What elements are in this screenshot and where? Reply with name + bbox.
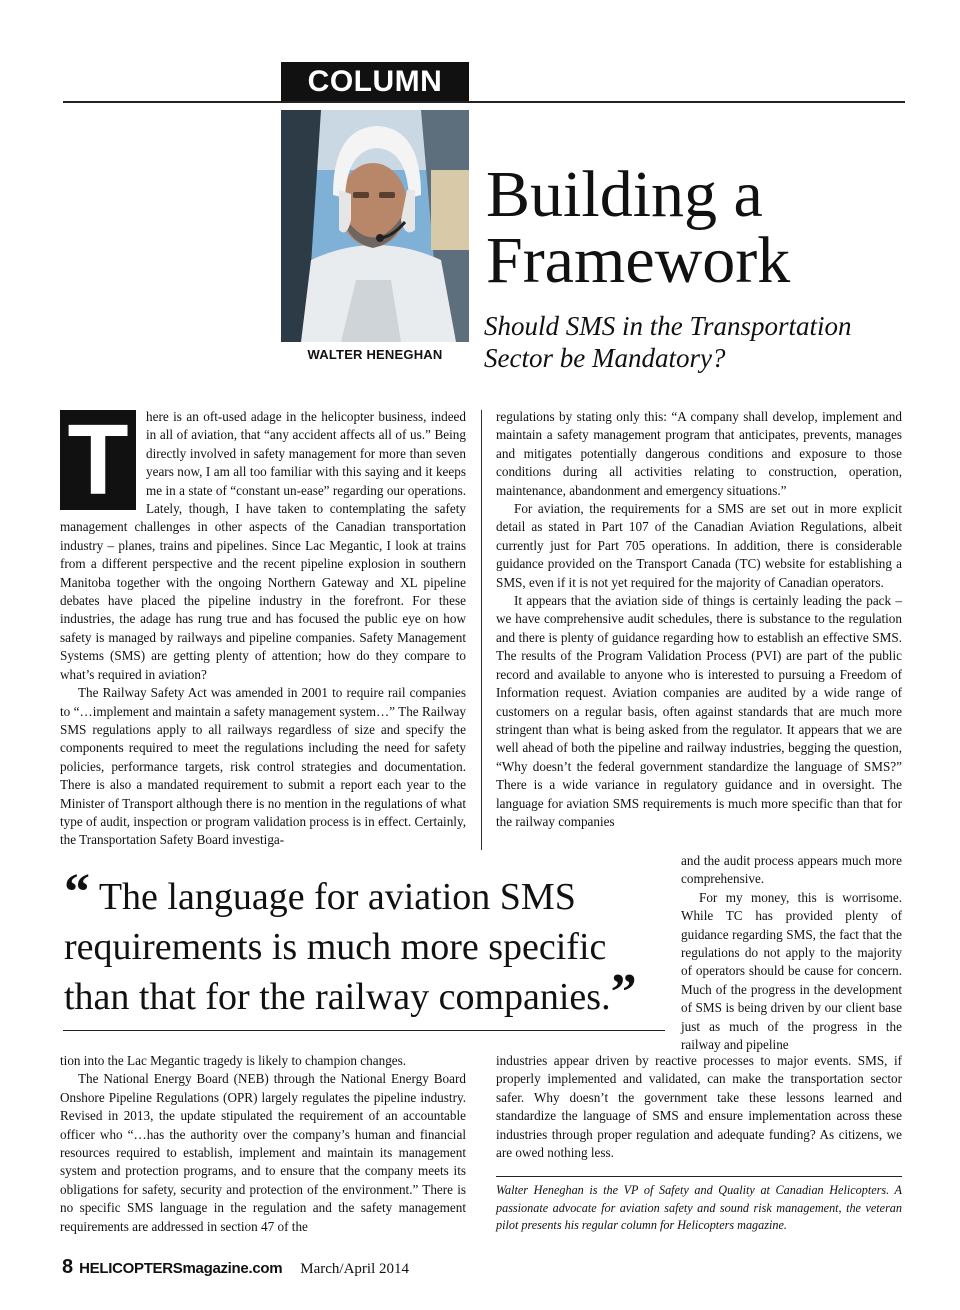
column-left-top bbox=[60, 404, 466, 850]
bio-divider bbox=[496, 1176, 902, 1177]
pull-quote-text: The language for aviation SMS requirements is much more specific than that for the railway companies. bbox=[64, 876, 611, 1018]
close-quote-icon: ” bbox=[610, 964, 637, 1021]
author-caption: WALTER HENEGHAN bbox=[307, 347, 443, 362]
issue-date: March/April 2014 bbox=[300, 1261, 410, 1277]
author-photo-illustration bbox=[281, 110, 469, 342]
title-line-2: Framework bbox=[486, 224, 791, 297]
pull-quote-rule bbox=[63, 1030, 665, 1031]
paragraph-text: here is an oft-used adage in the helicopter business, indeed in all of aviation, that “any accident affects all of us.” Being directly involved in safety management for more than seven years now, I am all too familiar with this saying and it keeps me in a state of “constant un-ease” regarding our operations. Lately, though, I have taken to contemplating the safety management challenges in other aspects of the Canadian transportation industry – planes, trains and pipelines. Since Lac Megantic, I look at trains from a different perspective and the recent pipeline explosion in southern Manitoba together with the ongoing Northern Gateway and XL pipeline debates have placed the pipeline industry in the forefront. For these industries, the adage has rung true and has focused the public eye on how safety is managed by railways and pipeline companies. Safety Management Systems (SMS) are getting plenty of attention; how do they compare to what’s required in aviation? bbox=[60, 409, 466, 682]
page-footer bbox=[62, 1256, 409, 1279]
paragraph: regulations by stating only this: “A company shall develop, implement and maintain a safety management program that anticipates, prevents, manages and mitigates potentially dangerous conditions and exposure to those conditions during all activities relating to construction, operation, maintenance, abandonment and emergency situations.” bbox=[496, 409, 902, 498]
author-photo bbox=[281, 110, 469, 342]
drop-cap: T bbox=[60, 410, 136, 510]
section-label: COLUMN bbox=[281, 62, 469, 102]
paragraph: The Railway Safety Act was amended in 2001 to require rail companies to “…implement and maintain a safety management system…” The Railway SMS regulations apply to all railways regardless of size and specify the components required to meet the regulations including the need for safety policies, performance targets, risk control strategies and documentation. There is also a mandated requirement to submit a report each year to the Minister of Transport although there is no mention in the regulations of what type of audit, inspection or program validation process is in effect. Certainly, the Transportation Safety Board investiga- bbox=[60, 685, 466, 848]
author-bio: Walter Heneghan is the VP of Safety and Quality at Canadian Helicopters. A passionate advocate for aviation safety and sound risk management, the veteran pilot presents his regular column for Helicopters magazine. bbox=[496, 1183, 902, 1232]
paragraph bbox=[60, 404, 466, 684]
site-link[interactable]: HELICOPTERSmagazine.com bbox=[79, 1260, 283, 1277]
paragraph: For aviation, the requirements for a SMS are set out in more explicit detail as stated in Part 107 of the Canadian Aviation Regulations, albeit currently just for Part 705 operations. In addition, there is considerable guidance provided on the Transport Canada (TC) website for establishing a SMS, even if it is not yet required for the majority of Canadian operators. bbox=[496, 501, 902, 590]
column-right-narrow bbox=[681, 852, 902, 1054]
open-quote-icon: “ bbox=[64, 864, 90, 921]
article-title bbox=[486, 158, 926, 297]
paragraph: The National Energy Board (NEB) through the National Energy Board Onshore Pipeline Regulations (OPR) largely regulates the pipeline industry. Revised in 2013, the update stipulated the requirement of an accountable officer who “…has the authority over the company’s human and financial resources required to establish, implement and maintain its management system and protection programs, and to ensure that the company meets its obligations for safety, security and protection of the environment.” There is no specific SMS language in the regulation and the safety management requirements are addressed in section 47 of the bbox=[60, 1071, 466, 1234]
column-right-top bbox=[496, 408, 902, 831]
pull-quote bbox=[64, 864, 664, 1022]
column-right-bottom bbox=[496, 1052, 902, 1162]
paragraph: and the audit process appears much more comprehensive. bbox=[681, 853, 902, 887]
column-divider bbox=[481, 410, 482, 850]
page-number: 8 bbox=[62, 1256, 74, 1278]
title-line-1: Building a bbox=[486, 158, 763, 231]
paragraph: industries appear driven by reactive processes to major events. SMS, if properly implemented and validated, can make the transportation sector safer. Why doesn’t the government take these lessons learned and standardize the language of SMS and ensure implementation across these industries through proper regulation and adequate funding? As citizens, we are owed nothing less. bbox=[496, 1053, 902, 1161]
paragraph: tion into the Lac Megantic tragedy is likely to champion changes. bbox=[60, 1053, 407, 1068]
top-divider bbox=[63, 101, 905, 103]
column-left-bottom bbox=[60, 1052, 466, 1236]
paragraph: For my money, this is worrisome. While TC has provided plenty of guidance regarding SMS, the fact that the regulations do not apply to the majority of operators should be cause for concern. Much of the progress in the development of SMS is being driven by our client base just as much of the progress in the railway and pipeline bbox=[681, 889, 902, 1053]
paragraph: It appears that the aviation side of things is certainly leading the pack – we have comprehensive audit schedules, there is substance to the regulation and there is plenty of guidance regarding how to establish an effective SMS. The results of the Program Validation Process (PVI) are part of the public record and available to anyone who is interested to pursuing a Freedom of Information request. Aviation companies are audited by a wide range of customers on a regular basis, often against standards that are much more stringent than what is being asked from the regulator. It appears that we are well ahead of both the pipeline and railway industries, begging the question, “Why doesn’t the federal government standardize the language of SMS?” There is a wide variance in regulatory guidance and in oversight. The language for aviation SMS requirements is much more specific than that for the railway companies bbox=[496, 593, 902, 829]
article-subtitle: Should SMS in the Transportation Sector be Mandatory? bbox=[484, 311, 852, 373]
